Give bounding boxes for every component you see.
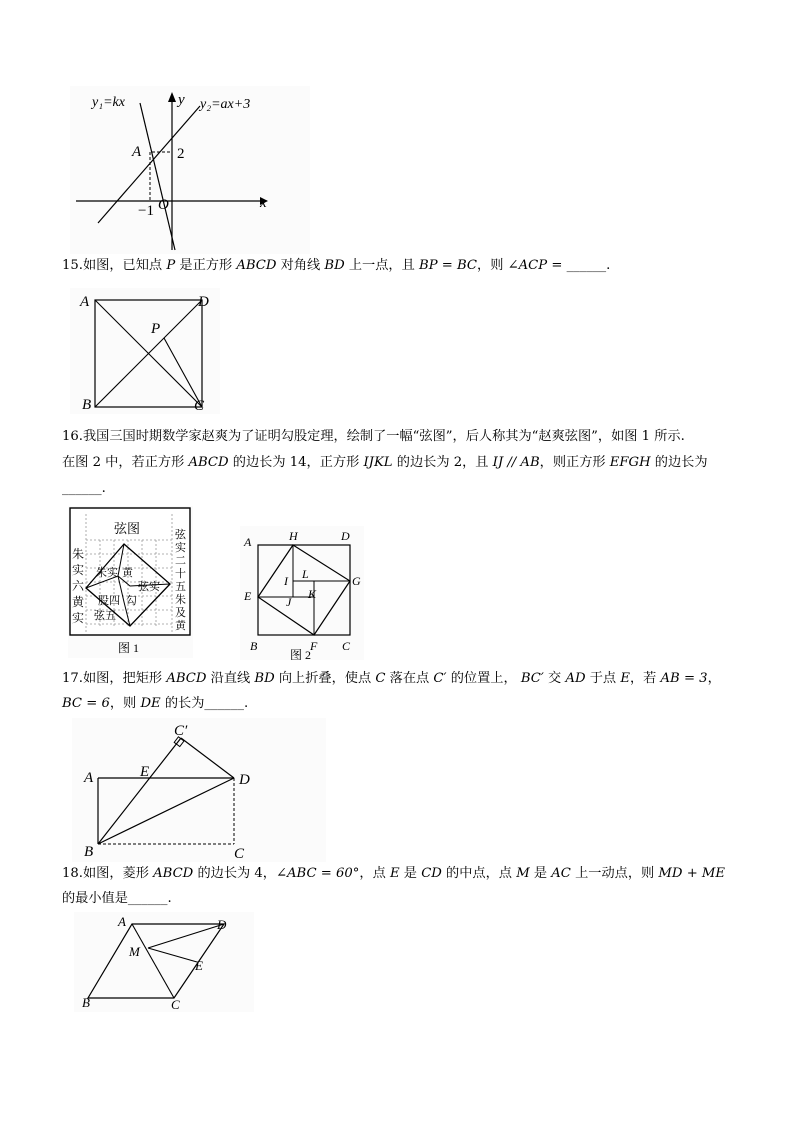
fig1-inner-4: 勾 [126, 595, 137, 607]
fig1-right-2: 二 [175, 555, 186, 567]
q17-math-3: C [375, 671, 386, 686]
fig1-left-2: 六 [72, 579, 85, 593]
q16-figure-2 [240, 526, 364, 660]
y-axis-arrow [168, 92, 176, 102]
label-d: D [217, 917, 227, 932]
label-b: B [250, 639, 258, 653]
label-g: G [352, 574, 361, 588]
q17-math-7: E [620, 671, 630, 686]
q17-text-7: 于点 [585, 671, 621, 686]
q17-text-5: 的位置上， [446, 671, 521, 686]
q16-math-parallel: IJ // AB [492, 455, 540, 470]
q18-math-6: AC [551, 866, 571, 881]
label-a: A [244, 535, 252, 549]
label-c: C [171, 997, 180, 1012]
q17-math-2: BD [254, 671, 275, 686]
q17-text-8: ，若 [629, 671, 661, 686]
linear-graph-figure [70, 86, 310, 254]
fig1-left-0: 朱 [72, 547, 85, 561]
q18-text-3: ，点 [359, 866, 390, 881]
question-15 [62, 254, 610, 278]
q17-text-1: 如图，把矩形 [82, 671, 167, 686]
fig1-left-1: 实 [72, 563, 85, 577]
q18-number: 18. [62, 866, 83, 881]
q17-number: 17. [62, 671, 83, 686]
question-16-line-3 [62, 477, 106, 501]
label-h: H [289, 529, 298, 543]
q17-math-4: C′ [433, 671, 447, 686]
q17-text-2: 沿直线 [206, 671, 255, 686]
label-y-axis: y [178, 92, 185, 108]
q17-figure [72, 718, 326, 862]
label-m: M [129, 944, 140, 959]
label-x-axis: x [260, 195, 267, 211]
fig1-right-text [175, 527, 187, 632]
label-l: L [302, 567, 309, 581]
label-c: C [234, 846, 245, 862]
q18-math-2: ∠ABC = 60° [275, 866, 360, 881]
q17-text-6: 交 [543, 671, 566, 686]
q15-text-2: 是正方形 [175, 258, 237, 273]
q16-text-2a: 在图 2 中，若正方形 [62, 455, 189, 470]
question-17-line-1 [62, 667, 721, 691]
q18-text-1: 如图，菱形 [82, 866, 154, 881]
label-i: I [284, 574, 288, 588]
label-value-2: 2 [177, 146, 185, 162]
fig1-left-text [72, 546, 85, 625]
q18-text-4: 是 [399, 866, 422, 881]
q16-number: 16. [62, 429, 83, 444]
fig1-inner-0: 朱实 [96, 567, 118, 579]
q18-text-2: 的边长为 4， [193, 866, 276, 881]
label-k: K [308, 587, 317, 601]
q15-text-4: 上一点，且 [344, 258, 419, 273]
q15-number: 15. [62, 258, 83, 273]
fig1-right-5: 朱 [175, 594, 186, 606]
rhombus-abcd [88, 924, 224, 998]
label-a: A [84, 770, 94, 786]
q18-math-7: MD + ME [658, 866, 726, 881]
fig1-title: 弦图 [114, 521, 141, 536]
q18-math-5: M [516, 866, 530, 881]
label-d: D [239, 772, 250, 788]
label-a: A [118, 914, 126, 929]
q16-text-2i: 的边长为 [650, 455, 708, 470]
q17-svg [72, 718, 326, 862]
fig2-svg [240, 526, 364, 660]
segment-me [148, 948, 197, 962]
q17-math-10: DE [140, 696, 161, 711]
question-17-line-2 [62, 692, 248, 716]
label-e: E [244, 589, 252, 603]
segment-md [148, 924, 224, 948]
fig2-caption: 图 2 [290, 648, 312, 660]
label-b: B [82, 995, 90, 1010]
question-16-line-1 [62, 425, 685, 449]
q15-text-1: 如图，已知点 [82, 258, 167, 273]
q17-math-1: ABCD [166, 671, 207, 686]
q16-text-2g: ，则正方形 [539, 455, 610, 470]
xian-tu-svg [68, 506, 193, 658]
q15-text-5: ，则 [477, 258, 508, 273]
q16-text-1: 我国三国时期数学家赵爽为了证明勾股定理，绘制了一幅“弦图”，后人称其为“赵爽弦图”，如图 1 所示. [82, 429, 685, 444]
segment-bc-prime [98, 738, 181, 844]
label-a: A [80, 294, 90, 310]
q18-math-1: ABCD [153, 866, 194, 881]
q17-math-8: AB = 3 [660, 671, 708, 686]
fig1-left-3: 黄 [72, 595, 85, 609]
q15-blank: ______. [562, 258, 611, 273]
fig1-inner-5: 弦五 [94, 610, 116, 622]
q17-text-4: 落在点 [385, 671, 434, 686]
label-d: D [341, 529, 350, 543]
q15-text-3: 对角线 [276, 258, 325, 273]
label-e: E [195, 958, 203, 973]
q16-text-2e: 的边长为 2，且 [392, 455, 493, 470]
q18-text-6: 是 [529, 866, 552, 881]
q17-text-9: ， [707, 671, 721, 686]
fig1-left-4: 实 [72, 611, 85, 625]
label-e: E [140, 764, 150, 780]
label-value-neg1: −1 [138, 203, 154, 219]
q16-figure-1 [68, 506, 193, 658]
question-18-line-2 [62, 887, 172, 911]
label-point-a: A [132, 144, 142, 160]
q18-figure [74, 912, 254, 1012]
segment-pc [164, 338, 202, 407]
q16-blank: ______. [62, 481, 106, 496]
q17-text-3: 向上折叠，使点 [274, 671, 376, 686]
q16-math-efgh: EFGH [609, 455, 651, 470]
fig1-inner-2: 弦实 [138, 581, 160, 593]
label-y1: y₁=kx [92, 95, 125, 110]
label-b: B [84, 844, 94, 860]
label-f: F [310, 639, 318, 653]
q15-math-4: BP = BC [419, 258, 478, 273]
q15-math-3: BD [324, 258, 345, 273]
q17-math-5: BC′ [520, 671, 544, 686]
question-18-line-1 [62, 862, 725, 886]
q17-text-10: ，则 [109, 696, 141, 711]
q17-math-9: BC = 6 [62, 696, 110, 711]
label-origin: O [158, 197, 169, 213]
q18-math-3: E [389, 866, 400, 881]
q15-svg [70, 288, 220, 414]
fig1-inner-3: 股四 [98, 595, 120, 607]
label-c: C [342, 639, 351, 653]
q15-math-1: P [166, 258, 176, 273]
q18-svg [74, 912, 254, 1012]
diagonal-ac [132, 924, 174, 998]
q18-text-7: 上一动点，则 [570, 866, 659, 881]
fig1-right-7: 黄 [175, 620, 186, 632]
q15-figure [70, 288, 220, 414]
q18-blank: 的最小值是______. [62, 891, 172, 906]
q15-math-5: ∠ACP = [507, 258, 563, 273]
fig1-inner-1: 黄 [122, 567, 133, 579]
q17-math-6: AD [565, 671, 586, 686]
label-c: C [194, 398, 205, 414]
q16-math-abcd: ABCD [188, 455, 229, 470]
q16-math-ijkl: IJKL [363, 455, 393, 470]
q15-math-2: ABCD [236, 258, 277, 273]
q16-text-2c: 的边长为 14，正方形 [228, 455, 364, 470]
segment-c-prime-d [181, 738, 234, 778]
fig1-right-1: 实 [175, 542, 186, 554]
linear-graph-svg [70, 86, 310, 254]
square-efgh [258, 545, 350, 635]
label-b: B [82, 397, 92, 413]
label-y2: y₂=ax+3 [200, 97, 251, 112]
fig1-right-3: 十 [175, 568, 186, 580]
fig1-right-0: 弦 [175, 529, 186, 541]
label-d: D [198, 294, 209, 310]
fig1-right-6: 及 [175, 607, 186, 619]
fig1-caption: 图 1 [118, 641, 140, 655]
label-c-prime: C′ [174, 723, 188, 739]
label-j: J [286, 595, 292, 609]
line-y1 [140, 103, 175, 250]
q18-math-4: CD [421, 866, 442, 881]
square-abcd [258, 545, 350, 635]
question-16-line-2 [62, 451, 708, 475]
segment-bd [98, 778, 234, 844]
label-p: P [151, 321, 161, 337]
q17-blank: 的长为______. [160, 696, 249, 711]
q18-text-5: 的中点，点 [441, 866, 517, 881]
fig1-right-4: 五 [175, 581, 186, 593]
